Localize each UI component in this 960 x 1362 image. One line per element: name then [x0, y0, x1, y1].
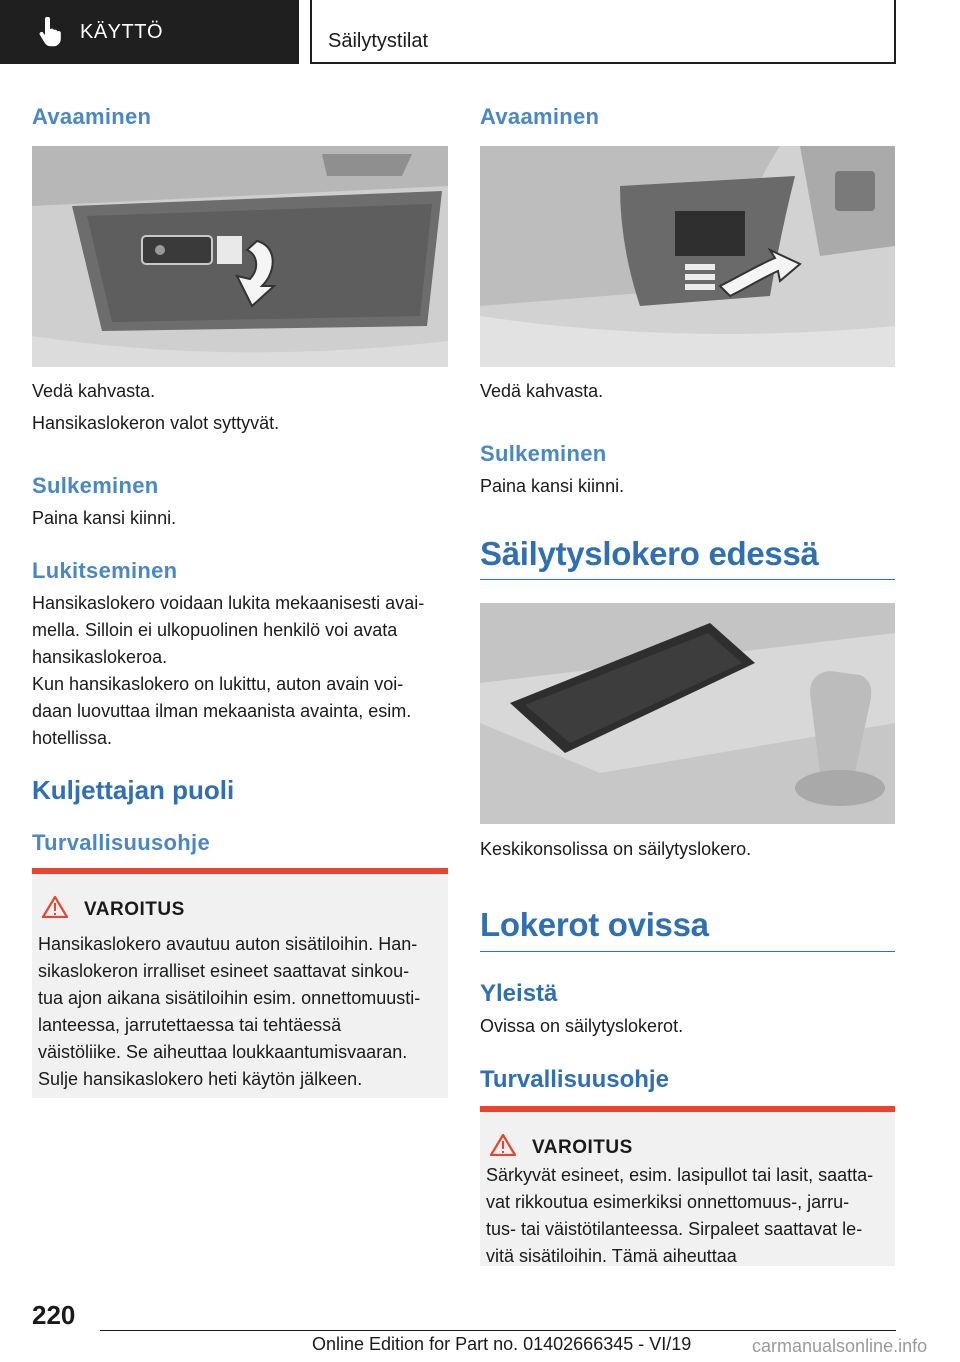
chapter-title: KÄYTTÖ [80, 20, 164, 43]
text-line: sikaslokeron irralliset esineet saattavat sinkou‐ [38, 961, 410, 981]
heading-safety: Turvallisuusohje [480, 1066, 669, 1093]
text-line: tua ajon aikana sisätiloihin esim. onnettomuusti‐ [38, 988, 421, 1008]
text-line: hotellissa. [32, 728, 113, 748]
text-line: vitä sisätiloihin. Tämä aiheuttaa [486, 1246, 737, 1266]
heading-safety: Turvallisuusohje [32, 830, 210, 855]
text-line: Särkyvät esineet, esim. lasipullot tai lasit, saatta‐ [486, 1165, 874, 1185]
lock-paragraph-1 [32, 590, 424, 671]
text-line: lanteessa, jarrutettaessa tai tehtäessä [38, 1015, 342, 1035]
text-line: Hansikaslokero voidaan lukita mekaanisesti avai‐ [32, 593, 425, 613]
text-line: Sulje hansikaslokero heti käytön jälkeen. [38, 1069, 363, 1089]
close-text: Paina kansi kiinni. [32, 508, 177, 528]
footer-rule [100, 1330, 896, 1331]
heading-front-storage: Säilytyslokero edessä [480, 535, 819, 572]
text-line: hansikaslokeroa. [32, 647, 168, 667]
watermark: carmanualsonline.info [752, 1336, 928, 1356]
general-text: Ovissa on säilytyslokerot. [480, 1016, 684, 1036]
page-number: 220 [32, 1300, 76, 1330]
section-header [310, 0, 896, 64]
warning-heading [490, 1134, 633, 1162]
heading-open: Avaaminen [32, 104, 152, 129]
warning-triangle-icon [42, 896, 68, 924]
heading-underline [480, 951, 895, 952]
caption-pull-handle: Vedä kahvasta. [32, 381, 156, 401]
heading-lock: Lukitseminen [32, 558, 178, 583]
caption-pull-handle: Vedä kahvasta. [480, 381, 604, 401]
warning-box [480, 1106, 895, 1266]
text-line: mella. Silloin ei ulkopuolinen henkilö voi avata [32, 620, 398, 640]
text-line: vat rikkoutua esimerkiksi onnettomuus-, jarru‐ [486, 1192, 850, 1212]
text-line: tus- tai väistötilanteessa. Sirpaleet saattavat le‐ [486, 1219, 863, 1239]
warning-text [486, 1162, 873, 1270]
warning-title: VAROITUS [84, 899, 185, 920]
caption-lights-on: Hansikaslokeron valot syttyvät. [32, 413, 280, 433]
heading-close: Sulkeminen [480, 441, 607, 466]
console-caption: Keskikonsolissa on säilytyslokero. [480, 839, 752, 859]
hand-pointer-icon [36, 17, 62, 47]
heading-underline [480, 579, 895, 580]
heading-open: Avaaminen [480, 104, 600, 129]
text-line: Kun hansikaslokero on lukittu, auton avain voi‐ [32, 674, 404, 694]
warning-triangle-icon [490, 1134, 516, 1162]
lock-paragraph-2 [32, 671, 411, 752]
text-line: daan luovuttaa ilman mekaanista avainta, esim. [32, 701, 412, 721]
warning-heading [42, 896, 185, 924]
close-text: Paina kansi kiinni. [480, 476, 625, 496]
text-line: väistöliike. Se aiheuttaa loukkaantumisvaaran. [38, 1042, 408, 1062]
glovebox-illustration [32, 146, 448, 367]
heading-door-pockets: Lokerot ovissa [480, 906, 709, 943]
glovebox-open-illustration [480, 146, 895, 367]
heading-driver-side: Kuljettajan puoli [32, 775, 235, 805]
center-console-illustration [480, 603, 895, 824]
text-line: Hansikaslokero avautuu auton sisätiloihin. Han‐ [38, 934, 418, 954]
chapter-tab [0, 0, 299, 64]
edition-note: Online Edition for Part no. 01402666345 - VI/19 [312, 1334, 692, 1354]
section-title: Säilytystilat [328, 30, 429, 52]
heading-close: Sulkeminen [32, 473, 159, 498]
warning-text [38, 931, 420, 1093]
warning-box [32, 868, 448, 1098]
heading-general: Yleistä [480, 980, 558, 1007]
warning-title: VAROITUS [532, 1137, 633, 1158]
